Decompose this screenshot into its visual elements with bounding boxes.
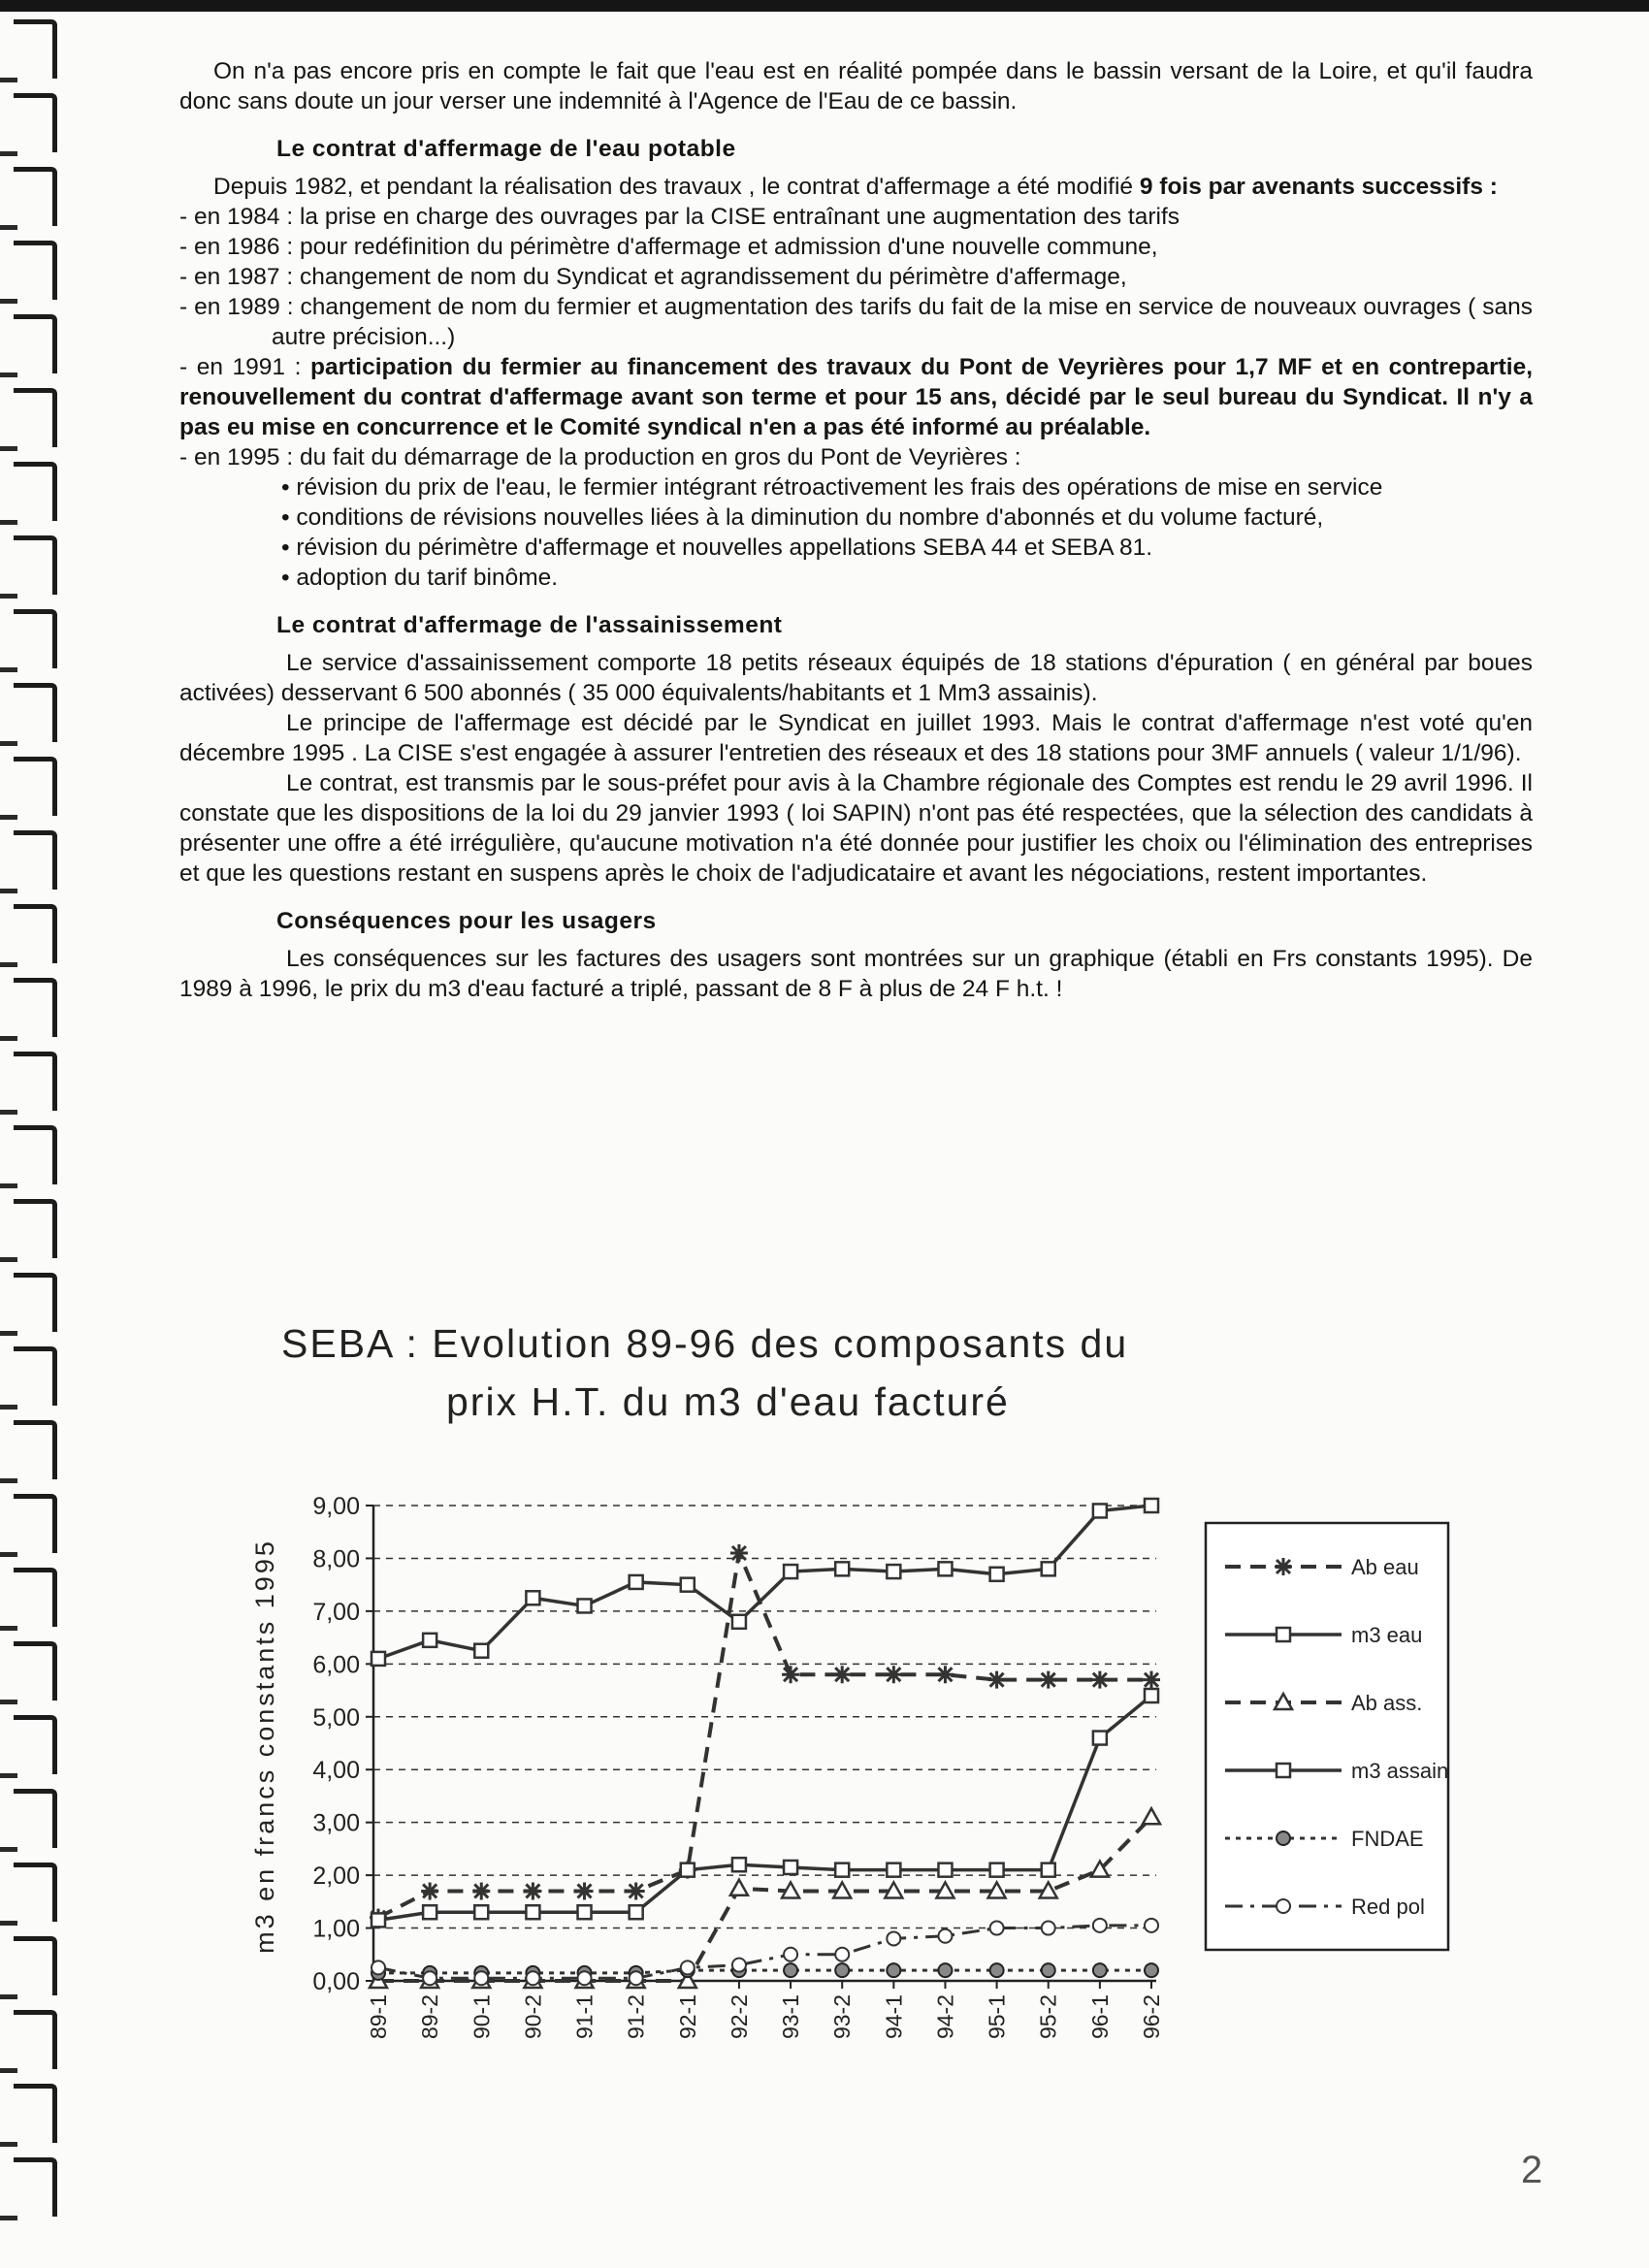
x-tick-label: 89-1 (366, 1994, 391, 2040)
x-tick-label: 90-2 (520, 1994, 546, 2040)
chart-title-line2: prix H.T. du m3 d'eau facturé (446, 1379, 1010, 1424)
bullet-item: • adoption du tarif binôme. (281, 565, 559, 591)
x-tick-label: 90-1 (469, 1994, 495, 2040)
data-point (1091, 1671, 1109, 1689)
data-point (578, 1905, 592, 1919)
data-point (938, 1863, 952, 1877)
data-point (938, 1963, 952, 1977)
data-point (784, 1948, 797, 1961)
data-point (1275, 1558, 1292, 1575)
data-point (578, 1971, 592, 1985)
list-item: - en 1995 : du fait du démarrage de la production en gros du Pont de Veyrières : (179, 444, 1021, 470)
intro-paragraph: On n'a pas encore pris en compte le fait que l'eau est en réalité pompée dans le bassin versant de la Loire, et qu'il faudra donc sans doute un jour verser une indemnité à l'Agence de l'Eau de ce bassin. (179, 58, 1533, 114)
data-point (990, 1568, 1004, 1581)
x-tick-label: 89-2 (417, 1994, 443, 2040)
x-tick-label: 95-2 (1035, 1994, 1061, 2040)
y-tick-label: 0,00 (312, 1968, 360, 1995)
data-point (681, 1863, 695, 1877)
lead-text: Depuis 1982, et pendant la réalisation des travaux , le contrat d'affermage a été modifié (213, 174, 1134, 200)
list-item: - en 1986 : pour redéfinition du périmètre d'affermage et admission d'une nouvelle commune, (179, 234, 1158, 260)
y-tick-label: 7,00 (312, 1598, 360, 1626)
data-point (423, 1971, 436, 1985)
bullet-item: • conditions de révisions nouvelles liées à la diminution du nombre d'abonnés et du volume facturé, (281, 504, 1324, 531)
paragraph: Le service d'assainissement comporte 18 petits réseaux équipés de 18 stations d'épuration ( en général par boues activées) desservant 6 500 abonnés ( 35 000 équivalents/habitants et 1 Mm3 assainis). (179, 650, 1533, 706)
data-point (576, 1882, 594, 1899)
data-point (681, 1578, 695, 1592)
data-point (474, 1644, 488, 1658)
series-line (378, 1553, 1151, 1918)
data-point (1042, 1562, 1055, 1575)
legend-box (1206, 1523, 1448, 1950)
x-tick-label: 96-1 (1086, 1994, 1113, 2040)
data-point (887, 1931, 900, 1945)
series-line (378, 1817, 1151, 1981)
list-item: - en 1989 : changement de nom du fermier et augmentation des tarifs du fait de la mise en service de nouveaux ouvrages ( sans autre précision...) (179, 294, 1533, 350)
data-point (784, 1565, 797, 1578)
list-item: - en 1987 : changement de nom du Syndicat et agrandissement du périmètre d'affermage, (179, 264, 1127, 290)
data-point (835, 1562, 849, 1575)
paragraph: Le contrat, est transmis par le sous-préfet pour avis à la Chambre régionale des Comptes est rendu le 29 avril 1996. Il constate que les dispositions de la loi du 29 janvier 1993 ( loi SAPIN) n'ont pas été respectées, que la sélection des candidats à présenter une offre a été irrégulière, qu'aucune motivation n'a été donnée pour justifier les choix ou l'élimination des entreprises et que les questions restant en suspens après le choix de l'adjudicataire et avant les négociations, restent importantes. (179, 770, 1533, 887)
data-point (1093, 1504, 1107, 1517)
data-point (1277, 1831, 1290, 1845)
data-point (472, 1882, 490, 1899)
y-axis-label: m3 en francs constants 1995 (250, 1539, 279, 1954)
y-tick-label: 2,00 (312, 1863, 360, 1891)
x-tick-label: 96-2 (1139, 1994, 1164, 2040)
data-point (835, 1963, 849, 1977)
data-point (628, 1882, 645, 1899)
data-point (938, 1562, 952, 1575)
x-tick-label: 92-1 (674, 1994, 700, 2040)
legend-label: m3 assain (1351, 1759, 1449, 1783)
heading-consequences: Conséquences pour les usagers (276, 908, 657, 934)
list-item-bold: participation du fermier au financement des travaux du Pont de Veyrières pour 1,7 MF et en contrepartie, renouvellement du contrat d'affermage avant son terme et pour 15 ans, décidé par le seul bureau du Syndicat. Il n'y a pas eu mise en concurrence et le Comité syndical n'en a pas été informé au préalable. (179, 354, 1534, 440)
data-point (887, 1963, 900, 1977)
data-point (732, 1959, 746, 1972)
data-point (1040, 1671, 1057, 1689)
data-point (474, 1971, 488, 1985)
data-point (372, 1913, 385, 1927)
data-point (887, 1863, 900, 1877)
data-point (1145, 1689, 1158, 1702)
y-tick-label: 3,00 (312, 1809, 360, 1837)
list-item-prefix: - en 1991 : (179, 354, 302, 380)
bullet-item: • révision du prix de l'eau, le fermier intégrant rétroactivement les frais des opérations de mise en service (281, 474, 1383, 501)
heading-eau-potable: Le contrat d'affermage de l'eau potable (276, 136, 736, 162)
lead-bold-text: 9 fois par avenants successifs : (1139, 174, 1498, 200)
data-point (421, 1882, 438, 1899)
legend-label: Red pol (1351, 1895, 1425, 1919)
bullet-item: • révision du périmètre d'affermage et nouvelles appellations SEBA 44 et SEBA 81. (281, 535, 1153, 561)
paragraph: Le principe de l'affermage est décidé par le Syndicat en juillet 1993. Mais le contrat d'affermage n'est voté qu'en décembre 1995 . La CISE s'est engagée à assurer l'entretien des réseaux et des 18 stations pour 3MF annuels ( valeur 1/1/96). (179, 710, 1533, 766)
data-point (1145, 1499, 1158, 1512)
y-tick-label: 1,00 (312, 1915, 360, 1943)
data-point (526, 1905, 539, 1919)
data-point (1143, 1671, 1160, 1689)
data-point (1145, 1919, 1158, 1932)
data-point (1145, 1963, 1158, 1977)
chart-title-line1: SEBA : Evolution 89-96 des composants du (281, 1321, 1129, 1366)
data-point (524, 1882, 541, 1899)
data-point (578, 1599, 592, 1612)
data-point (835, 1948, 849, 1961)
y-tick-label: 6,00 (312, 1651, 360, 1679)
data-point (526, 1971, 539, 1985)
data-point (990, 1963, 1004, 1977)
data-point (474, 1905, 488, 1919)
series-line (378, 1970, 1151, 1973)
legend-label: Ab eau (1351, 1555, 1419, 1579)
data-point (730, 1544, 748, 1562)
y-tick-label: 4,00 (312, 1757, 360, 1785)
data-point (784, 1861, 797, 1874)
data-point (1277, 1628, 1290, 1641)
x-tick-label: 94-2 (932, 1994, 958, 2040)
page-number: 2 (1521, 2149, 1543, 2191)
data-point (784, 1963, 797, 1977)
x-tick-label: 94-1 (881, 1994, 907, 2040)
y-tick-label: 8,00 (312, 1545, 360, 1573)
series-line (378, 1506, 1151, 1659)
data-point (988, 1671, 1006, 1689)
data-point (630, 1575, 643, 1589)
data-point (732, 1858, 746, 1871)
data-point (1143, 1808, 1160, 1824)
x-tick-label: 95-1 (984, 1994, 1010, 2040)
legend-label: Ab ass. (1351, 1691, 1423, 1715)
x-tick-label: 91-2 (623, 1994, 649, 2040)
x-tick-label: 93-2 (829, 1994, 856, 2040)
data-point (990, 1863, 1004, 1877)
data-point (1042, 1863, 1055, 1877)
data-point (990, 1922, 1004, 1935)
data-point (1042, 1963, 1055, 1977)
data-point (630, 1905, 643, 1919)
data-point (938, 1929, 952, 1943)
data-point (1042, 1922, 1055, 1935)
data-point (681, 1960, 695, 1974)
data-point (630, 1971, 643, 1985)
data-point (1093, 1963, 1107, 1977)
data-point (423, 1634, 436, 1647)
data-point (835, 1863, 849, 1877)
data-point (782, 1666, 799, 1683)
data-point (833, 1666, 851, 1683)
heading-assainissement: Le contrat d'affermage de l'assainissement (276, 612, 783, 638)
data-point (732, 1615, 746, 1629)
series-line (378, 1696, 1151, 1920)
y-tick-label: 5,00 (312, 1703, 360, 1732)
data-point (730, 1880, 748, 1895)
data-point (372, 1960, 385, 1974)
x-tick-label: 93-1 (778, 1994, 804, 2040)
data-point (1277, 1764, 1290, 1777)
x-tick-label: 91-1 (571, 1994, 598, 2040)
data-point (372, 1652, 385, 1666)
data-point (423, 1905, 436, 1919)
legend-label: FNDAE (1351, 1827, 1424, 1851)
paragraph: Les conséquences sur les factures des usagers sont montrées sur un graphique (établi en Frs constants 1995). De 1989 à 1996, le prix du m3 d'eau facturé a triplé, passant de 8 F à plus de 24 F h.t. ! (179, 946, 1533, 1002)
legend-label: m3 eau (1351, 1623, 1423, 1647)
data-point (1277, 1899, 1290, 1913)
data-point (1093, 1919, 1107, 1932)
x-tick-label: 92-2 (726, 1994, 752, 2040)
list-item: - en 1984 : la prise en charge des ouvrages par la CISE entraînant une augmentation des tarifs (179, 204, 1180, 230)
y-tick-label: 9,00 (312, 1493, 360, 1520)
data-point (887, 1565, 900, 1578)
data-point (526, 1591, 539, 1604)
data-point (1093, 1732, 1107, 1745)
data-point (885, 1666, 902, 1683)
data-point (936, 1666, 954, 1683)
